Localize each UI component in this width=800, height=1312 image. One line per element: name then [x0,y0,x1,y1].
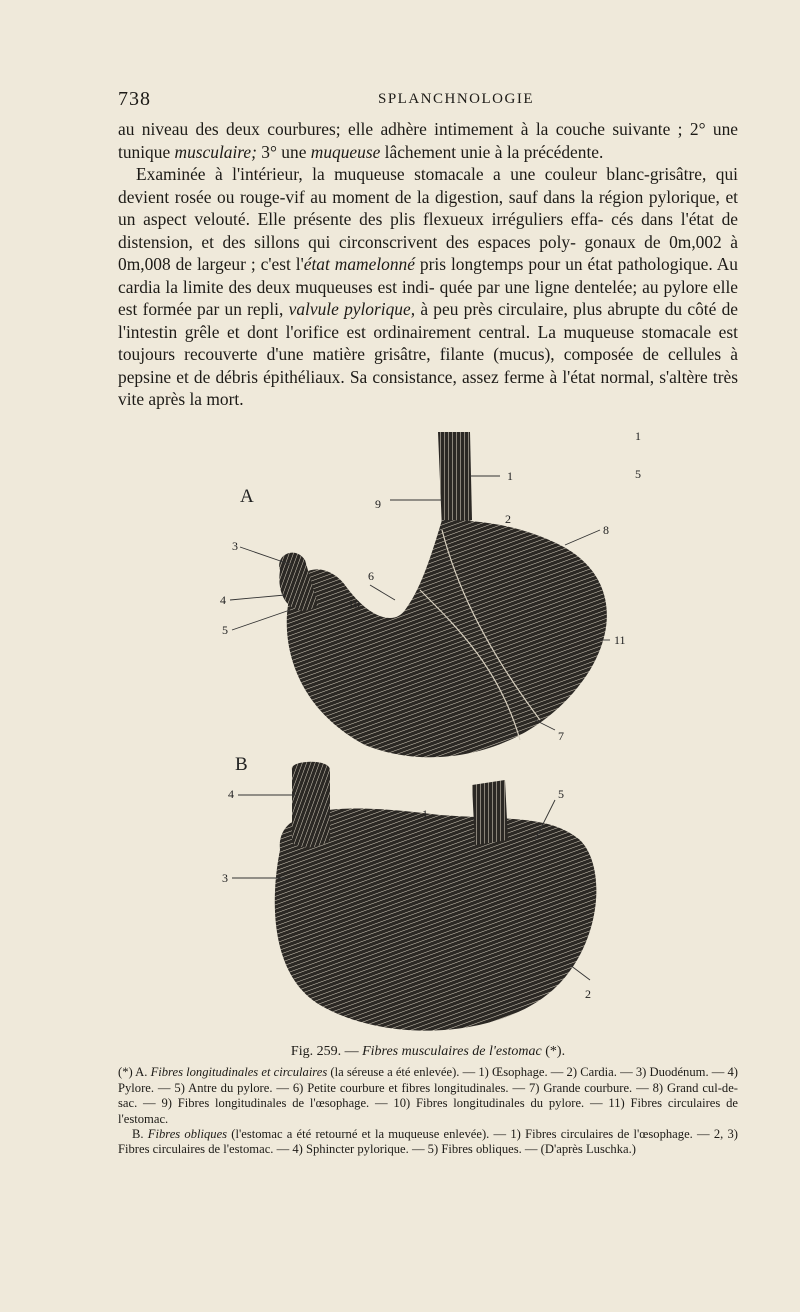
label-a11: 11 [614,633,626,647]
label-b1: 1 [422,807,428,821]
label-b3: 3 [222,871,228,885]
text-run: au niveau des deux courbures; elle adhère intimement à la couche suivante ; 2° une tunique [118,119,738,162]
label-a4: 4 [220,593,226,607]
text-run: (*) A. [118,1065,151,1080]
text-run: B. [132,1127,148,1142]
label-b: B [235,754,248,775]
italic-term: valvule pylorique, [288,299,416,319]
label-a1-5b: 5 [635,467,641,481]
stomach-body-a [287,520,607,757]
figure-b-stomach [275,762,597,1031]
label-b2: 2 [585,987,591,1001]
caption-title [118,1044,738,1059]
text-run: 3° une [256,141,311,162]
text-run: lâchement unie à la précédente. [380,141,604,162]
paragraph-1 [118,118,738,163]
italic-term: Fibres longitudinales et circulaires [150,1065,328,1080]
label-a6: 6 [368,569,374,583]
label-a8: 8 [603,523,609,537]
text-run: (la séreuse a été enlevée). — 1) Œsophage. — 2) Cardia. — 3) Duodénum. — 4) Pylore. — 5) Antre du pylore. — 6) Petite courbure et fibres longitudinales. — 7) Grande courbure. — 8) Grand cul-de-sac. — 9) Fibres longitudinales de l'œsophage. — 10) Fibres longitudinales du pylore. — 11) Fibres circulaires de l'estomac. [118,1065,739,1126]
paragraph-2 [118,163,738,411]
label-a2: 2 [505,512,511,526]
italic-term: muqueuse [310,141,381,162]
page-number: 738 [118,88,151,110]
stomach-illustration [180,420,680,1040]
text-run: Examinée à l'intérieur, la muqueuse stomacale a une couleur blanc-grisâtre, qui devient rosée ou rouge-vif au moment de la digestion, sauf dans la région pylorique, et un aspect velouté. Elle présente des plis flexueux irréguliers effa- cés dans l'état de distension, et des sillons qui circonscrivent des espaces poly- gonaux de 0m,002 à 0m,008 de largeur ; c'est l' [118,164,738,274]
figure-caption [118,1044,738,1158]
pylorus-b [292,762,330,848]
text-run: (l'estomac a été retourné et la muqueuse enlevée). — 1) Fibres circulaires de l'œsophage. — 2, 3) Fibres circulaires de l'estomac. — 4) Sphincter pylorique. — 5) Fibres obliques. — (D'après Luschka.) [118,1127,738,1157]
esophagus-b [472,780,508,845]
label-b4: 4 [228,787,234,801]
text-run: Fig. 259. — [290,1044,363,1059]
esophagus-a [438,432,472,530]
italic-term: Fibres musculaires de l'estomac [362,1044,542,1059]
label-a10: 10 [348,597,360,611]
italic-term: état mamelonné [303,254,415,274]
body-text [118,118,738,411]
running-title: SPLANCHNOLOGIE [378,91,534,107]
label-a9: 9 [375,497,381,511]
text-run: (*). [541,1044,566,1059]
label-a1-5: 1 [635,429,641,443]
label-a3: 3 [232,539,238,553]
page-header [118,88,738,112]
caption-b [118,1127,738,1158]
italic-term: musculaire; [174,141,257,162]
label-a: A [240,486,254,507]
text-run: à peu près circulaire, plus abrupte du côté de l'intestin grêle et dont l'orifice est ordinairement central. La muqueuse stomacale est toujours recouverte d'une matière grisâtre, filante (mucus), composée de cellules à pepsine et de débris épithéliaux. Sa consistance, assez ferme à l'état normal, s'altère très vite après la mort. [118,299,738,409]
text-run: pris longtemps pour un état pathologique. Au cardia la limite des deux muqueuses est indi- quée par une ligne dentelée; au pylore elle est formée par un repli, [118,254,738,319]
figure-a-stomach [279,432,607,757]
label-b5: 5 [558,787,564,801]
italic-term: Fibres obliques [147,1127,228,1142]
label-a1: 1 [507,469,513,483]
caption-a [118,1065,738,1127]
label-a5: 5 [222,623,228,637]
label-a7: 7 [558,729,564,743]
figure-259 [180,420,680,1040]
